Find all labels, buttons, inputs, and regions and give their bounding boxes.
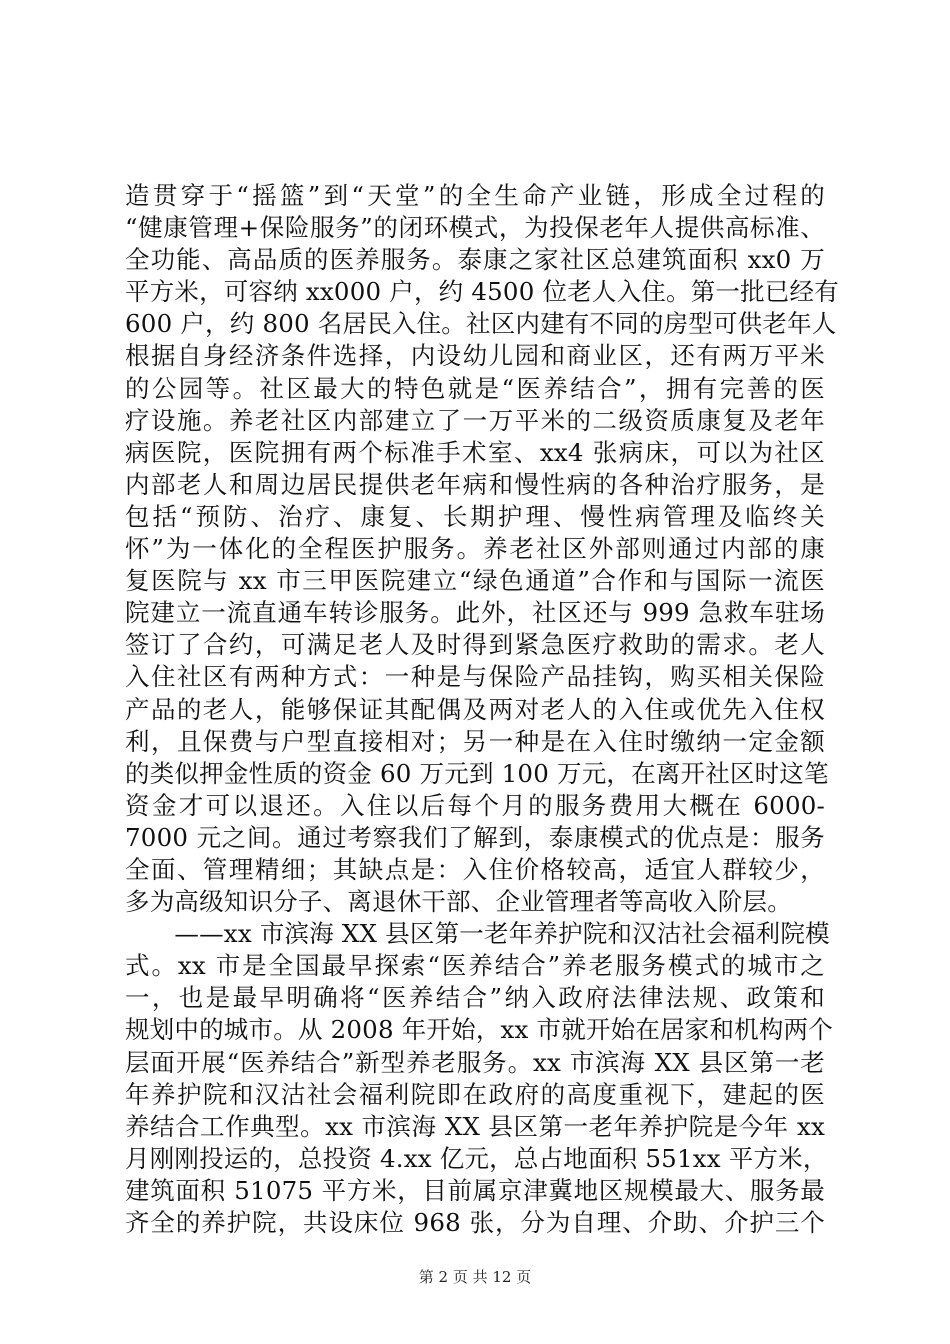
- text-line: 造贯穿于“摇篮”到“天堂”的全生命产业链，形成全过程的: [125, 181, 825, 210]
- text-line: 规划中的城市。从 2008 年开始，xx 市就开始在居家和机构两个: [125, 1015, 833, 1045]
- text-line: ——xx 市滨海 XX 县区第一老年养护院和汉沽社会福利院模: [125, 919, 830, 949]
- body-text: [125, 180, 839, 1239]
- text-line: 式。xx 市是全国最早探索“医养结合”养老服务模式的城市之: [125, 951, 825, 981]
- text-line: 的类似押金性质的资金 60 万元到 100 万元，在离开社区时这笔: [125, 758, 829, 788]
- text-line: 全面、管理精细；其缺点是：入住价格较高，适宜人群较少，: [125, 854, 825, 884]
- text-line: 的公园等。社区最大的特色就是“医养结合”，拥有完善的医: [125, 373, 825, 403]
- text-line: 建筑面积 51075 平方米，目前属京津冀地区规模最大、服务最: [125, 1175, 825, 1205]
- text-line: 养结合工作典型。xx 市滨海 XX 县区第一老年养护院是今年 xx: [125, 1111, 825, 1141]
- text-line: 月刚刚投运的，总投资 4.xx 亿元，总占地面积 551xx 平方米，: [125, 1143, 828, 1173]
- text-line: 齐全的养护院，共设床位 968 张，分为自理、介助、介护三个: [125, 1208, 825, 1237]
- text-line: 层面开展“医养结合”新型养老服务。xx 市滨海 XX 县区第一老: [125, 1047, 825, 1077]
- text-line: 签订了合约，可满足老人及时得到紧急医疗救助的需求。老人: [125, 630, 825, 660]
- text-line: 年养护院和汉沽社会福利院即在政府的高度重视下，建起的医: [125, 1079, 825, 1109]
- text-line: 内部老人和周边居民提供老年病和慢性病的各种治疗服务，是: [125, 469, 825, 499]
- text-line: 包括“预防、治疗、康复、长期护理、慢性病管理及临终关: [125, 501, 825, 531]
- text-line: 平方米，可容纳 xx000 户，约 4500 位老人入住。第一批已经有: [125, 277, 839, 307]
- text-line: 全功能、高品质的医养服务。泰康之家社区总建筑面积 xx0 万: [125, 245, 825, 275]
- text-line: 一，也是最早明确将“医养结合”纳入政府法律法规、政策和: [125, 983, 825, 1013]
- text-line: 资金才可以退还。入住以后每个月的服务费用大概在 6000-: [125, 790, 825, 820]
- text-line: “健康管理+保险服务”的闭环模式，为投保老年人提供高标准、: [125, 213, 825, 243]
- text-line: 入住社区有两种方式：一种是与保险产品挂钩，购买相关保险: [125, 662, 825, 692]
- text-line: 产品的老人，能够保证其配偶及两对老人的入住或优先入住权: [125, 694, 825, 724]
- text-line: 病医院，医院拥有两个标准手术室、xx4 张病床，可以为社区: [125, 437, 825, 467]
- page-footer: 第 2 页 共 12 页: [418, 1268, 532, 1286]
- text-line: 根据自身经济条件选择，内设幼儿园和商业区，还有两万平米: [125, 341, 825, 371]
- text-line: 600 户，约 800 名居民入住。社区内建有不同的房型可供老年人: [125, 309, 837, 339]
- text-line: 疗设施。养老社区内部建立了一万平米的二级资质康复及老年: [125, 405, 825, 435]
- text-line: 7000 元之间。通过考察我们了解到，泰康模式的优点是：服务: [125, 822, 825, 852]
- text-line: 复医院与 xx 市三甲医院建立“绿色通道”合作和与国际一流医: [125, 566, 825, 596]
- text-line: 怀”为一体化的全程医护服务。养老社区外部则通过内部的康: [125, 534, 825, 564]
- text-line: 院建立一流直通车转诊服务。此外，社区还与 999 急救车驻场: [125, 598, 825, 628]
- text-line: 利，且保费与户型直接相对；另一种是在入住时缴纳一定金额: [125, 726, 825, 756]
- text-line: 多为高级知识分子、离退休干部、企业管理者等高收入阶层。: [125, 887, 792, 917]
